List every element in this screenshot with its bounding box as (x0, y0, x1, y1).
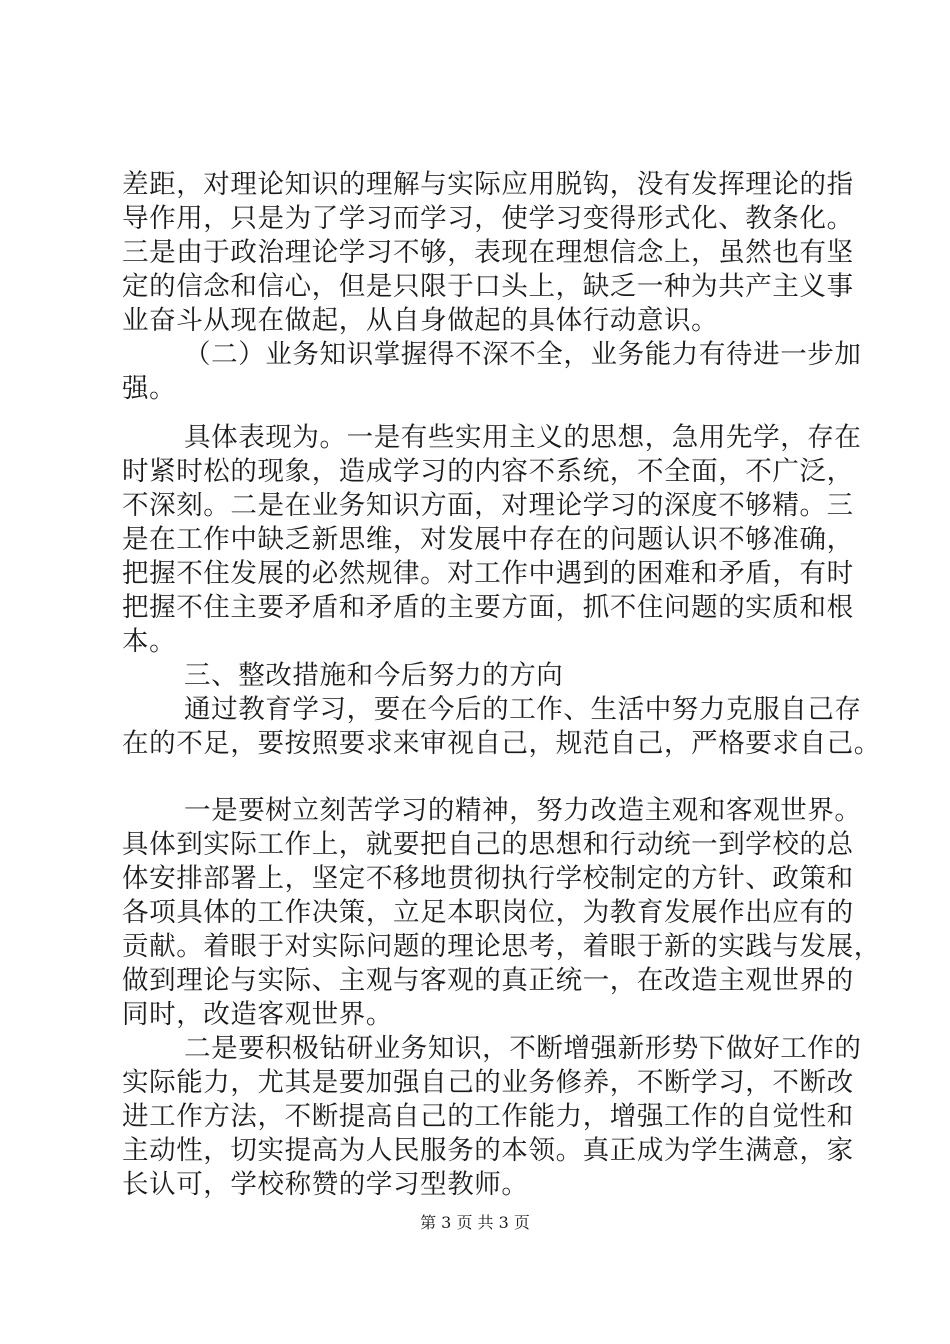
text-line: 具体到实际工作上，就要把自己的思想和行动统一到学校的总 (122, 829, 854, 860)
text-line: 定的信念和信心，但是只限于口头上，缺乏一种为共产主义事 (122, 271, 854, 302)
section-heading-line: （二）业务知识掌握得不深不全，业务能力有待进一步加 (184, 339, 862, 370)
text-line: 二是要积极钻研业务知识，不断增强新形势下做好工作的 (184, 1033, 862, 1064)
text-line: 主动性，切实提高为人民服务的本领。真正成为学生满意，家 (122, 1135, 854, 1166)
text-line: 三是由于政治理论学习不够，表现在理想信念上，虽然也有坚 (122, 237, 854, 268)
text-line: 在的不足，要按照要求来审视自己，规范自己，严格要求自己。 (122, 728, 881, 759)
section-heading: 三、整改措施和今后努力的方向 (184, 660, 564, 691)
page-footer (0, 1213, 950, 1233)
text-line: 各项具体的工作决策，立足本职岗位，为教育发展作出应有的 (122, 897, 854, 928)
section-heading-line: 强。 (122, 373, 177, 404)
text-line: 体安排部署上，坚定不移地贯彻执行学校制定的方针、政策和 (122, 863, 854, 894)
page-number: 第 3 页 共 3 页 (420, 1213, 530, 1232)
text-line: 差距，对理论知识的理解与实际应用脱钩，没有发挥理论的指 (122, 169, 854, 200)
text-line: 长认可，学校称赞的学习型教师。 (122, 1169, 529, 1200)
text-line: 把握不住主要矛盾和矛盾的主要方面，抓不住问题的实质和根 (122, 592, 854, 623)
text-line: 把握不住发展的必然规律。对工作中遇到的困难和矛盾，有时 (122, 558, 854, 589)
text-line: 做到理论与实际、主观与客观的真正统一，在改造主观世界的 (122, 965, 854, 996)
text-line: 贡献。着眼于对实际问题的理论思考，着眼于新的实践与发展， (122, 931, 881, 962)
text-line: 本。 (122, 626, 177, 657)
text-line: 不深刻。二是在业务知识方面，对理论学习的深度不够精。三 (122, 490, 854, 521)
text-line: 时紧时松的现象，造成学习的内容不系统，不全面，不广泛， (122, 456, 854, 487)
text-line: 导作用，只是为了学习而学习，使学习变得形式化、教条化。 (122, 203, 854, 234)
text-line: 业奋斗从现在做起，从自身做起的具体行动意识。 (122, 305, 719, 336)
text-line: 实际能力，尤其是要加强自己的业务修养，不断学习，不断改 (122, 1067, 854, 1098)
body-text (122, 168, 881, 1202)
text-line: 通过教育学习，要在今后的工作、生活中努力克服自己存 (184, 694, 862, 725)
text-line: 具体表现为。一是有些实用主义的思想，急用先学，存在 (184, 422, 862, 453)
text-line: 进工作方法，不断提高自己的工作能力，增强工作的自觉性和 (122, 1101, 854, 1132)
text-line: 是在工作中缺乏新思维，对发展中存在的问题认识不够准确， (122, 524, 854, 555)
text-line: 一是要树立刻苦学习的精神，努力改造主观和客观世界。 (184, 795, 862, 826)
text-line: 同时，改造客观世界。 (122, 999, 393, 1030)
